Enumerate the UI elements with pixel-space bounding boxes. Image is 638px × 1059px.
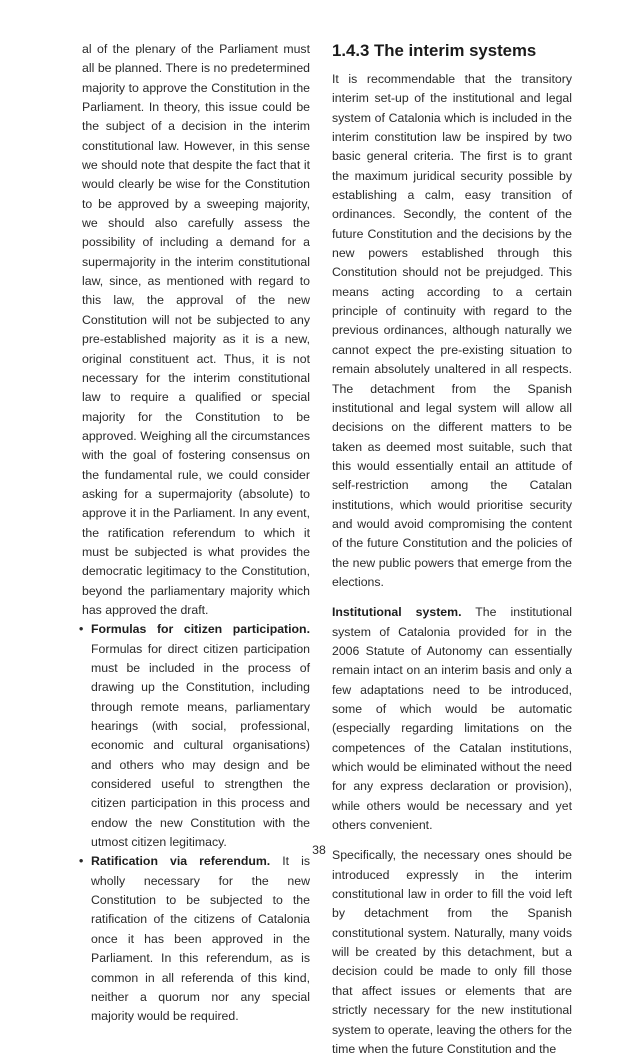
paragraph-text: The institutional system of Catalonia provided for in the 2006 Statute of Autonomy can essentially remain intact on an interim basis and only a few adaptations need to be introduced, some of which would be automatic (especially regarding limitations on the competences of the Catalan institutions, which would be eliminated without the need for any express declaration or provision), while others would be necessary and yet others convenient.	[332, 605, 572, 833]
bullet-text: Formulas for direct citizen participation must be included in the process of drawing up the Constitution, including through remote means, parliamentary hearings (with social, professional, economic and cultural organisations) and others who may design and be considered useful to strengthen the citizen participation in this process and endow the new Constitution with the utmost citizen legitimacy.	[91, 641, 310, 850]
bullet-ratification	[79, 852, 310, 1026]
page-number: 38	[312, 843, 326, 857]
paragraph-institutional-system	[332, 603, 572, 835]
intro-paragraph: al of the plenary of the Parliament must all be planned. There is no predetermined majority to approve the Constitution in the Parliament. In theory, this issue could be the subject of a decision in the interim constitutional law. However, in this sense we should note that despite the fact that it would clearly be wise for the Constitution to be approved by a sweeping majority, we should also carefully assess the possibility of including a demand for a supermajority in the interim constitutional law, since, as mentioned with regard to this law, the approval of the new Constitution will not be subjected to any pre-established majority as it is a new, original constituent act. Thus, it is not necessary for the interim constitutional law to require a qualified or special majority for the Constitution to be approved. Weighing all the circumstances with the goal of fostering consensus on the fundamental rule, we could consider asking for a supermajority (absolute) to approve it in the Parliament. In any event, the ratification referendum to which it must be subjected is what provides the democratic legitimacy to the Constitution, beyond the parliamentary majority which has approved the draft.	[82, 42, 310, 617]
section-heading: 1.4.3 The interim systems	[332, 41, 537, 60]
bullet-citizen-participation	[79, 620, 310, 852]
paragraph-interim-systems: It is recommendable that the transitory interim set-up of the institutional and legal system of Catalonia which is included in the interim constitution law be inspired by two basic general criteria. The first is to grant the maximum juridical security possible by establishing a calm, easy transition of ordinances. Secondly, the content of the future Constitution and the decisions by the new powers established through this Constitution should not be prejudged. This means acting according to a certain principle of continuity with regard to the previous ordinances, although naturally we cannot expect the pre-existing situation to remain absolutely unaltered in all respects. The detachment from the Spanish institutional and legal system will allow all decisions on the different matters to be taken as deemed most suitable, such that this would essentially entail an attitude of self-restriction among the Catalan institutions, which would prioritise security and would avoid compromising the content of the future Constitution and the policies of the new public powers that emerge from the elections.	[332, 72, 572, 589]
paragraph-gap	[332, 592, 572, 603]
bullet-marker: •	[79, 622, 84, 637]
bullet-marker: •	[79, 854, 84, 869]
bullet-text: It is wholly necessary for the new Constitution to be subjected to the ratification of the citizens of Catalonia once it has been approved in the Parliament. In this referendum, as is common in all referenda of this kind, neither a quorum nor any special majority would be required.	[91, 854, 310, 1024]
left-column	[79, 40, 310, 1027]
paragraph-title: Institutional system.	[332, 605, 462, 620]
right-column	[332, 40, 572, 1059]
paragraph-specifically: Specifically, the necessary ones should be introduced expressly in the interim constitutional law in order to fill the void left by detachment from the Spanish constitutional system. Naturally, many voids will be created by this detachment, but a decision could be made to only fill those that affect issues or elements that are strictly necessary for the new institutional system to operate, leaving the others for the time when the future Constitution and the	[332, 848, 572, 1056]
bullet-title: Formulas for citizen participation.	[91, 622, 310, 637]
bullet-title: Ratification via referendum.	[91, 854, 271, 869]
